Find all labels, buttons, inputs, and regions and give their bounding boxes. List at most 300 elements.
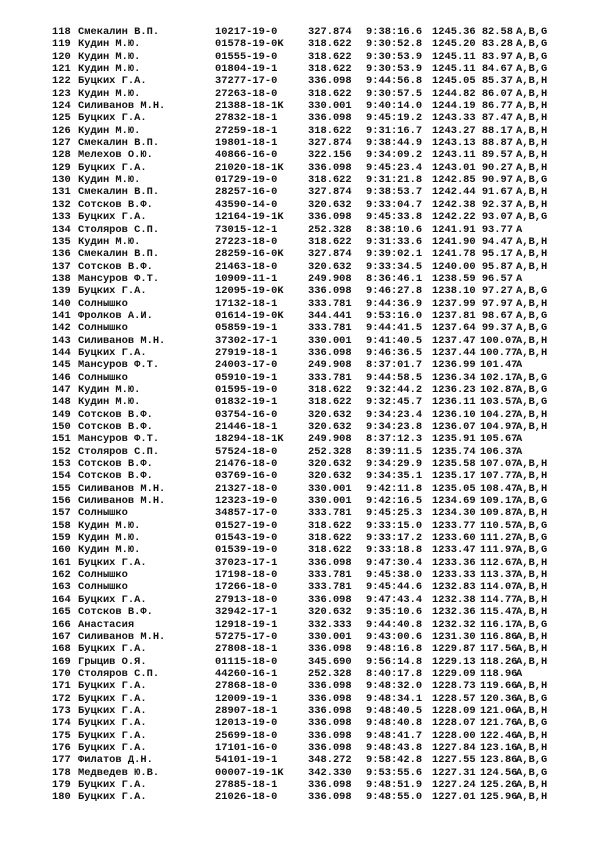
speed-cell: 1236.34 xyxy=(432,371,476,384)
distance-cell: 320.632 xyxy=(308,458,352,471)
coef-cell: 88.17 xyxy=(481,124,513,137)
table-row xyxy=(0,717,600,729)
speed-cell: 1235.58 xyxy=(432,458,476,471)
ring-cell: 27868-18-0 xyxy=(215,680,278,693)
place-cell: 176 xyxy=(52,741,71,754)
category-cell: A,B,H xyxy=(516,606,548,619)
coef-cell: 103.57 xyxy=(480,396,518,409)
name-cell: Буцких Г.А. xyxy=(78,161,147,174)
table-row xyxy=(0,569,600,581)
time-cell: 9:30:53.9 xyxy=(366,50,423,63)
table-row xyxy=(0,322,600,334)
time-cell: 9:40:14.0 xyxy=(366,100,423,113)
place-cell: 156 xyxy=(52,495,71,508)
distance-cell: 342.330 xyxy=(308,766,352,779)
table-row xyxy=(0,384,600,396)
ring-cell: 03754-16-0 xyxy=(215,408,278,421)
coef-cell: 111.27 xyxy=(480,532,518,545)
coef-cell: 95.87 xyxy=(481,260,513,273)
coef-cell: 109.87 xyxy=(480,507,518,520)
speed-cell: 1234.30 xyxy=(432,507,476,520)
distance-cell: 320.632 xyxy=(308,198,352,211)
speed-cell: 1234.69 xyxy=(432,495,476,508)
ring-cell: 05910-19-1 xyxy=(215,371,278,384)
distance-cell: 336.098 xyxy=(308,346,352,359)
name-cell: Солнышко xyxy=(78,371,128,384)
place-cell: 144 xyxy=(52,346,71,359)
distance-cell: 318.622 xyxy=(308,174,352,187)
time-cell: 9:44:58.5 xyxy=(366,371,423,384)
name-cell: Кудин М.Ю. xyxy=(78,519,141,532)
ring-cell: 21476-18-0 xyxy=(215,458,278,471)
speed-cell: 1231.30 xyxy=(432,630,476,643)
category-cell: A,B,H xyxy=(516,100,548,113)
place-cell: 169 xyxy=(52,655,71,668)
name-cell: Сотсков В.Ф. xyxy=(78,260,153,273)
place-cell: 167 xyxy=(52,630,71,643)
place-cell: 177 xyxy=(52,754,71,767)
time-cell: 9:35:10.6 xyxy=(366,606,423,619)
time-cell: 9:31:21.8 xyxy=(366,174,423,187)
distance-cell: 318.622 xyxy=(308,544,352,557)
category-cell: A,B,H xyxy=(516,297,548,310)
table-row xyxy=(0,125,600,137)
ring-cell: 17198-18-0 xyxy=(215,569,278,582)
distance-cell: 249.908 xyxy=(308,433,352,446)
coef-cell: 89.57 xyxy=(481,149,513,162)
time-cell: 9:48:43.8 xyxy=(366,741,423,754)
time-cell: 9:45:23.4 xyxy=(366,161,423,174)
category-cell: A,B,G xyxy=(516,618,548,631)
place-cell: 123 xyxy=(52,87,71,100)
speed-cell: 1227.24 xyxy=(432,778,476,791)
category-cell: A,B,G xyxy=(516,544,548,557)
name-cell: Сотсков В.Ф. xyxy=(78,606,153,619)
category-cell: A,B,G xyxy=(516,766,548,779)
speed-cell: 1237.47 xyxy=(432,334,476,347)
table-row xyxy=(0,606,600,618)
time-cell: 9:45:33.8 xyxy=(366,211,423,224)
table-row xyxy=(0,668,600,680)
ring-cell: 18294-18-1K xyxy=(215,433,284,446)
table-row xyxy=(0,754,600,766)
name-cell: Столяров С.П. xyxy=(78,445,160,458)
category-cell: A xyxy=(516,223,523,236)
category-cell: A,B,H xyxy=(516,680,548,693)
coef-cell: 102.87 xyxy=(480,383,518,396)
name-cell: Кудин М.Ю. xyxy=(78,50,141,63)
distance-cell: 336.098 xyxy=(308,778,352,791)
place-cell: 164 xyxy=(52,593,71,606)
name-cell: Буцких Г.А. xyxy=(78,680,147,693)
name-cell: Кудин М.Ю. xyxy=(78,383,141,396)
coef-cell: 100.77 xyxy=(480,346,518,359)
time-cell: 9:56:14.8 xyxy=(366,655,423,668)
coef-cell: 91.67 xyxy=(481,186,513,199)
ring-cell: 34857-17-0 xyxy=(215,507,278,520)
time-cell: 9:31:33.6 xyxy=(366,235,423,248)
ring-cell: 17132-18-1 xyxy=(215,297,278,310)
speed-cell: 1227.84 xyxy=(432,741,476,754)
name-cell: Силиванов М.Н. xyxy=(78,482,166,495)
category-cell: A,B,G xyxy=(516,322,548,335)
place-cell: 166 xyxy=(52,618,71,631)
distance-cell: 318.622 xyxy=(308,519,352,532)
time-cell: 9:42:16.5 xyxy=(366,495,423,508)
distance-cell: 249.908 xyxy=(308,272,352,285)
ring-cell: 24003-17-0 xyxy=(215,359,278,372)
ring-cell: 54101-19-1 xyxy=(215,754,278,767)
time-cell: 9:45:38.0 xyxy=(366,569,423,582)
speed-cell: 1245.36 xyxy=(432,26,476,38)
category-cell: A,B,H xyxy=(516,470,548,483)
ring-cell: 21020-18-1K xyxy=(215,161,284,174)
place-cell: 125 xyxy=(52,112,71,125)
distance-cell: 336.098 xyxy=(308,556,352,569)
distance-cell: 252.328 xyxy=(308,667,352,680)
time-cell: 9:45:25.3 xyxy=(366,507,423,520)
speed-cell: 1244.82 xyxy=(432,87,476,100)
ring-cell: 27913-18-0 xyxy=(215,593,278,606)
distance-cell: 318.622 xyxy=(308,396,352,409)
distance-cell: 336.098 xyxy=(308,593,352,606)
time-cell: 9:38:16.6 xyxy=(366,26,423,38)
time-cell: 9:42:11.8 xyxy=(366,482,423,495)
distance-cell: 336.098 xyxy=(308,643,352,656)
table-row xyxy=(0,261,600,273)
speed-cell: 1245.05 xyxy=(432,75,476,88)
category-cell: A,B,H xyxy=(516,507,548,520)
coef-cell: 101.47 xyxy=(480,359,518,372)
speed-cell: 1228.07 xyxy=(432,717,476,730)
ring-cell: 27919-18-1 xyxy=(215,346,278,359)
time-cell: 9:30:57.5 xyxy=(366,87,423,100)
category-cell: A,B,G xyxy=(516,174,548,187)
place-cell: 157 xyxy=(52,507,71,520)
place-cell: 148 xyxy=(52,396,71,409)
category-cell: A,B,H xyxy=(516,248,548,261)
name-cell: Кудин М.Ю. xyxy=(78,87,141,100)
distance-cell: 252.328 xyxy=(308,445,352,458)
table-row xyxy=(0,211,600,223)
speed-cell: 1242.85 xyxy=(432,174,476,187)
coef-cell: 116.17 xyxy=(480,618,518,631)
place-cell: 163 xyxy=(52,581,71,594)
speed-cell: 1233.60 xyxy=(432,532,476,545)
place-cell: 158 xyxy=(52,519,71,532)
category-cell: A,B,H xyxy=(516,569,548,582)
distance-cell: 330.001 xyxy=(308,100,352,113)
name-cell: Мелехов О.Ю. xyxy=(78,149,153,162)
ring-cell: 10217-19-0 xyxy=(215,26,278,38)
coef-cell: 100.07 xyxy=(480,334,518,347)
coef-cell: 125.26 xyxy=(480,778,518,791)
table-row xyxy=(0,421,600,433)
name-cell: Кудин М.Ю. xyxy=(78,174,141,187)
category-cell: A,B,G xyxy=(516,532,548,545)
table-row xyxy=(0,38,600,50)
ring-cell: 28907-18-1 xyxy=(215,704,278,717)
time-cell: 9:34:23.4 xyxy=(366,408,423,421)
table-row xyxy=(0,347,600,359)
coef-cell: 93.07 xyxy=(481,211,513,224)
distance-cell: 318.622 xyxy=(308,383,352,396)
coef-cell: 90.97 xyxy=(481,174,513,187)
speed-cell: 1238.10 xyxy=(432,285,476,298)
table-row xyxy=(0,483,600,495)
time-cell: 8:39:11.5 xyxy=(366,445,423,458)
distance-cell: 318.622 xyxy=(308,38,352,51)
table-row xyxy=(0,137,600,149)
time-cell: 9:48:32.0 xyxy=(366,680,423,693)
speed-cell: 1233.77 xyxy=(432,519,476,532)
ring-cell: 12164-19-1K xyxy=(215,211,284,224)
category-cell: A,B,H xyxy=(516,149,548,162)
category-cell: A,B,H xyxy=(516,655,548,668)
ring-cell: 27263-18-0 xyxy=(215,87,278,100)
name-cell: Буцких Г.А. xyxy=(78,112,147,125)
table-row xyxy=(0,520,600,532)
ring-cell: 01729-19-0 xyxy=(215,174,278,187)
category-cell: A,B,H xyxy=(516,741,548,754)
place-cell: 132 xyxy=(52,198,71,211)
distance-cell: 336.098 xyxy=(308,285,352,298)
distance-cell: 336.098 xyxy=(308,717,352,730)
category-cell: A,B,H xyxy=(516,186,548,199)
table-row xyxy=(0,75,600,87)
time-cell: 9:48:40.5 xyxy=(366,704,423,717)
speed-cell: 1236.07 xyxy=(432,421,476,433)
place-cell: 161 xyxy=(52,556,71,569)
distance-cell: 336.098 xyxy=(308,680,352,693)
speed-cell: 1235.17 xyxy=(432,470,476,483)
category-cell: A,B,H xyxy=(516,482,548,495)
distance-cell: 344.441 xyxy=(308,309,352,322)
ring-cell: 27259-18-1 xyxy=(215,124,278,137)
speed-cell: 1235.91 xyxy=(432,433,476,446)
table-row xyxy=(0,199,600,211)
time-cell: 9:46:36.5 xyxy=(366,346,423,359)
time-cell: 9:48:55.0 xyxy=(366,791,423,804)
time-cell: 9:46:27.8 xyxy=(366,285,423,298)
time-cell: 9:43:00.6 xyxy=(366,630,423,643)
table-row xyxy=(0,680,600,692)
name-cell: Столяров С.П. xyxy=(78,223,160,236)
table-row xyxy=(0,396,600,408)
coef-cell: 108.47 xyxy=(480,482,518,495)
distance-cell: 336.098 xyxy=(308,112,352,125)
table-row xyxy=(0,51,600,63)
place-cell: 137 xyxy=(52,260,71,273)
time-cell: 9:44:40.8 xyxy=(366,618,423,631)
place-cell: 152 xyxy=(52,445,71,458)
distance-cell: 327.874 xyxy=(308,186,352,199)
place-cell: 140 xyxy=(52,297,71,310)
speed-cell: 1243.11 xyxy=(432,149,476,162)
speed-cell: 1232.83 xyxy=(432,581,476,594)
name-cell: Кудин М.Ю. xyxy=(78,532,141,545)
name-cell: Солнышко xyxy=(78,322,128,335)
coef-cell: 124.56 xyxy=(480,766,518,779)
speed-cell: 1245.11 xyxy=(432,50,476,63)
speed-cell: 1242.38 xyxy=(432,198,476,211)
name-cell: Буцких Г.А. xyxy=(78,791,147,804)
coef-cell: 104.27 xyxy=(480,408,518,421)
category-cell: A,B,H xyxy=(516,260,548,273)
table-row xyxy=(0,544,600,556)
table-row xyxy=(0,112,600,124)
table-row xyxy=(0,532,600,544)
table-row xyxy=(0,643,600,655)
table-row xyxy=(0,619,600,631)
name-cell: Медведев Ю.В. xyxy=(78,766,160,779)
coef-cell: 94.47 xyxy=(481,235,513,248)
name-cell: Смекалин В.П. xyxy=(78,248,160,261)
ring-cell: 28257-16-0 xyxy=(215,186,278,199)
speed-cell: 1237.99 xyxy=(432,297,476,310)
coef-cell: 114.07 xyxy=(480,581,518,594)
distance-cell: 333.781 xyxy=(308,322,352,335)
name-cell: Силиванов М.Н. xyxy=(78,495,166,508)
speed-cell: 1229.09 xyxy=(432,667,476,680)
place-cell: 134 xyxy=(52,223,71,236)
table-row xyxy=(0,730,600,742)
place-cell: 149 xyxy=(52,408,71,421)
place-cell: 153 xyxy=(52,458,71,471)
name-cell: Смекалин В.П. xyxy=(78,137,160,150)
speed-cell: 1227.31 xyxy=(432,766,476,779)
category-cell: A,B,H xyxy=(516,124,548,137)
speed-cell: 1228.09 xyxy=(432,704,476,717)
distance-cell: 320.632 xyxy=(308,606,352,619)
category-cell: A,B,G xyxy=(516,692,548,705)
name-cell: Кудин М.Ю. xyxy=(78,63,141,76)
category-cell: A,B,G xyxy=(516,754,548,767)
name-cell: Буцких Г.А. xyxy=(78,704,147,717)
time-cell: 9:53:55.6 xyxy=(366,766,423,779)
place-cell: 151 xyxy=(52,433,71,446)
distance-cell: 330.001 xyxy=(308,482,352,495)
ring-cell: 00007-19-1K xyxy=(215,766,284,779)
distance-cell: 252.328 xyxy=(308,223,352,236)
coef-cell: 121.76 xyxy=(480,717,518,730)
coef-cell: 107.77 xyxy=(480,470,518,483)
coef-cell: 118.96 xyxy=(480,667,518,680)
table-row xyxy=(0,310,600,322)
category-cell: A,B,H xyxy=(516,630,548,643)
time-cell: 9:38:44.9 xyxy=(366,137,423,150)
place-cell: 119 xyxy=(52,38,71,51)
place-cell: 174 xyxy=(52,717,71,730)
time-cell: 8:40:17.8 xyxy=(366,667,423,680)
distance-cell: 336.098 xyxy=(308,704,352,717)
time-cell: 9:33:18.8 xyxy=(366,544,423,557)
time-cell: 9:31:16.7 xyxy=(366,124,423,137)
distance-cell: 333.781 xyxy=(308,371,352,384)
table-row xyxy=(0,791,600,803)
table-row xyxy=(0,63,600,75)
ring-cell: 01555-19-0 xyxy=(215,50,278,63)
coef-cell: 121.06 xyxy=(480,704,518,717)
coef-cell: 114.77 xyxy=(480,593,518,606)
speed-cell: 1243.33 xyxy=(432,112,476,125)
name-cell: Мансуров Ф.Т. xyxy=(78,272,160,285)
coef-cell: 87.47 xyxy=(481,112,513,125)
speed-cell: 1236.10 xyxy=(432,408,476,421)
ring-cell: 12095-19-0K xyxy=(215,285,284,298)
time-cell: 9:45:44.6 xyxy=(366,581,423,594)
speed-cell: 1237.44 xyxy=(432,346,476,359)
table-row xyxy=(0,458,600,470)
category-cell: A,B,H xyxy=(516,593,548,606)
speed-cell: 1241.91 xyxy=(432,223,476,236)
place-cell: 143 xyxy=(52,334,71,347)
speed-cell: 1238.59 xyxy=(432,272,476,285)
place-cell: 162 xyxy=(52,569,71,582)
coef-cell: 86.77 xyxy=(481,100,513,113)
place-cell: 168 xyxy=(52,643,71,656)
time-cell: 9:34:35.1 xyxy=(366,470,423,483)
place-cell: 139 xyxy=(52,285,71,298)
name-cell: Буцких Г.А. xyxy=(78,593,147,606)
speed-cell: 1245.20 xyxy=(432,38,476,51)
results-table xyxy=(0,26,600,804)
distance-cell: 336.098 xyxy=(308,741,352,754)
category-cell: A,B,H xyxy=(516,729,548,742)
speed-cell: 1242.44 xyxy=(432,186,476,199)
category-cell: A xyxy=(516,272,523,285)
coef-cell: 117.56 xyxy=(480,643,518,656)
time-cell: 9:32:45.7 xyxy=(366,396,423,409)
distance-cell: 332.333 xyxy=(308,618,352,631)
table-row xyxy=(0,285,600,297)
speed-cell: 1236.23 xyxy=(432,383,476,396)
time-cell: 9:38:53.7 xyxy=(366,186,423,199)
place-cell: 120 xyxy=(52,50,71,63)
name-cell: Силиванов М.Н. xyxy=(78,334,166,347)
category-cell: A,B,G xyxy=(516,519,548,532)
time-cell: 9:48:16.8 xyxy=(366,643,423,656)
ring-cell: 19801-18-1 xyxy=(215,137,278,150)
category-cell: A,B,H xyxy=(516,198,548,211)
speed-cell: 1241.90 xyxy=(432,235,476,248)
ring-cell: 32942-17-1 xyxy=(215,606,278,619)
ring-cell: 21026-18-0 xyxy=(215,791,278,804)
ring-cell: 73015-12-1 xyxy=(215,223,278,236)
category-cell: A,B,H xyxy=(516,581,548,594)
table-row xyxy=(0,767,600,779)
table-row xyxy=(0,557,600,569)
coef-cell: 85.37 xyxy=(481,75,513,88)
category-cell: A,B,H xyxy=(516,75,548,88)
category-cell: A xyxy=(516,433,523,446)
name-cell: Анастасия xyxy=(78,618,135,631)
name-cell: Сотсков В.Ф. xyxy=(78,458,153,471)
category-cell: A,B,H xyxy=(516,334,548,347)
place-cell: 121 xyxy=(52,63,71,76)
name-cell: Буцких Г.А. xyxy=(78,556,147,569)
time-cell: 9:48:41.7 xyxy=(366,729,423,742)
ring-cell: 57524-18-0 xyxy=(215,445,278,458)
coef-cell: 83.28 xyxy=(481,38,513,51)
distance-cell: 333.781 xyxy=(308,569,352,582)
name-cell: Силиванов М.Н. xyxy=(78,100,166,113)
place-cell: 129 xyxy=(52,161,71,174)
table-row xyxy=(0,174,600,186)
speed-cell: 1243.01 xyxy=(432,161,476,174)
place-cell: 130 xyxy=(52,174,71,187)
coef-cell: 125.96 xyxy=(480,791,518,804)
